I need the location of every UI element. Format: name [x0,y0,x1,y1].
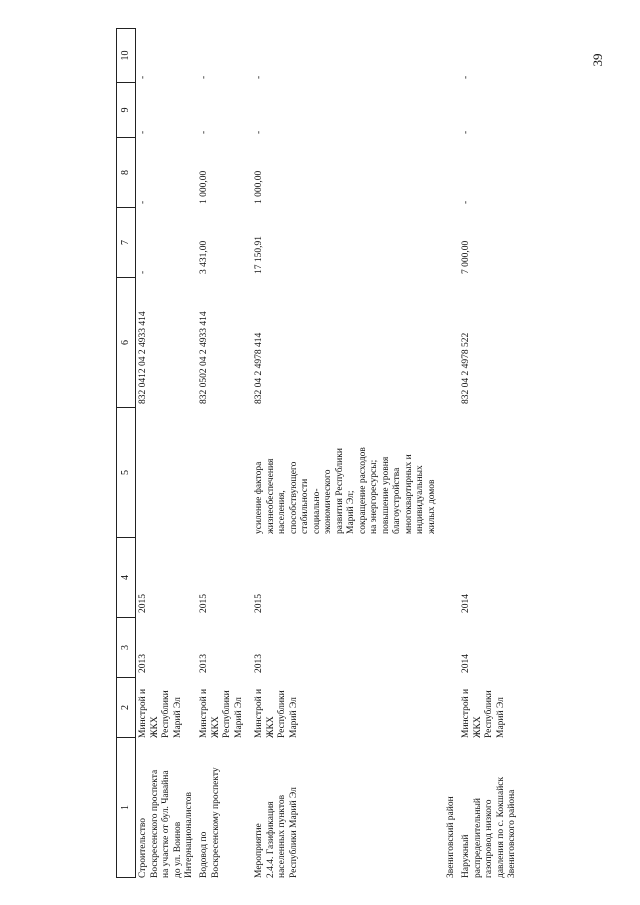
row1-val-8: - [138,200,148,204]
header-col-8: 8 [117,138,135,208]
header-col-7: 7 [117,208,135,278]
row4-executor: Минстрой и ЖКХ Республики Марий Эл [461,688,506,738]
row2-name: Водовод по Воскресенскому проспекту [199,767,221,878]
row4-end: 2014 [461,594,471,613]
row3-val-7: 17 150,91 [254,236,264,274]
header-col-4: 4 [117,538,135,618]
row3-code: 832 04 2 4978 414 [254,332,264,404]
header-col-5: 5 [117,408,135,538]
header-col-9: 9 [117,83,135,138]
row4-val-10: - [461,75,471,79]
row3-start: 2013 [254,654,264,673]
row2-start: 2013 [199,654,209,673]
header-col-10: 10 [117,28,135,83]
row1-code: 832 0412 04 2 4933 414 [138,311,148,404]
row3-val-8: 1 000,00 [254,170,264,204]
row2-executor: Минстрой и ЖКХ Республики Марий Эл [199,688,244,738]
row3-val-10: - [254,75,264,79]
row4-val-7: 7 000,00 [461,240,471,274]
budget-table [116,28,616,878]
row3-executor: Минстрой и ЖКХ Республики Марий Эл [254,688,299,738]
row2-val-9: - [199,130,209,134]
section-label: Звениговский район [446,796,456,878]
row1-val-9: - [138,130,148,134]
row1-end: 2015 [138,594,148,613]
row3-end: 2015 [254,594,264,613]
row2-end: 2015 [199,594,209,613]
table-header-row [116,28,136,878]
row2-val-10: - [199,75,209,79]
row3-name: Мероприятие 2.4.4. Газификация населенных пунктов Республики Марий Эл [254,787,299,878]
row1-start: 2013 [138,654,148,673]
row4-val-8: - [461,200,471,204]
row1-val-7: - [138,270,148,274]
row1-val-10: - [138,75,148,79]
row4-val-9: - [461,130,471,134]
header-col-3: 3 [117,618,135,678]
row3-effect: усиление фактора жизнеобеспечения населения, способствующего стабильности социально- экономического развития Республики Марий Эл; сокращение расходов на энергоресурсы; повышение уровня благоустройства многоквартирных и индивидуальных жилых домов [254,447,437,534]
row1-name: Строительство Воскресенского проспекта на участке от бул. Чавайна до ул. Воинов Интернационалистов [138,769,194,878]
header-col-6: 6 [117,278,135,408]
row4-start: 2014 [461,654,471,673]
row4-code: 832 04 2 4978 522 [461,332,471,404]
row4-name: Наружный распределительный газопровод низкого давления по с. Кокшайск Звениговского района [461,776,517,878]
row2-code: 832 0502 04 2 4933 414 [199,311,209,404]
header-col-1: 1 [117,738,135,878]
row1-executor: Минстрой и ЖКХ Республики Марий Эл [138,688,183,738]
header-col-2: 2 [117,678,135,738]
row2-val-8: 1 000,00 [199,170,209,204]
row2-val-7: 3 431,00 [199,240,209,274]
page-number: 39 [590,53,605,67]
row3-val-9: - [254,130,264,134]
